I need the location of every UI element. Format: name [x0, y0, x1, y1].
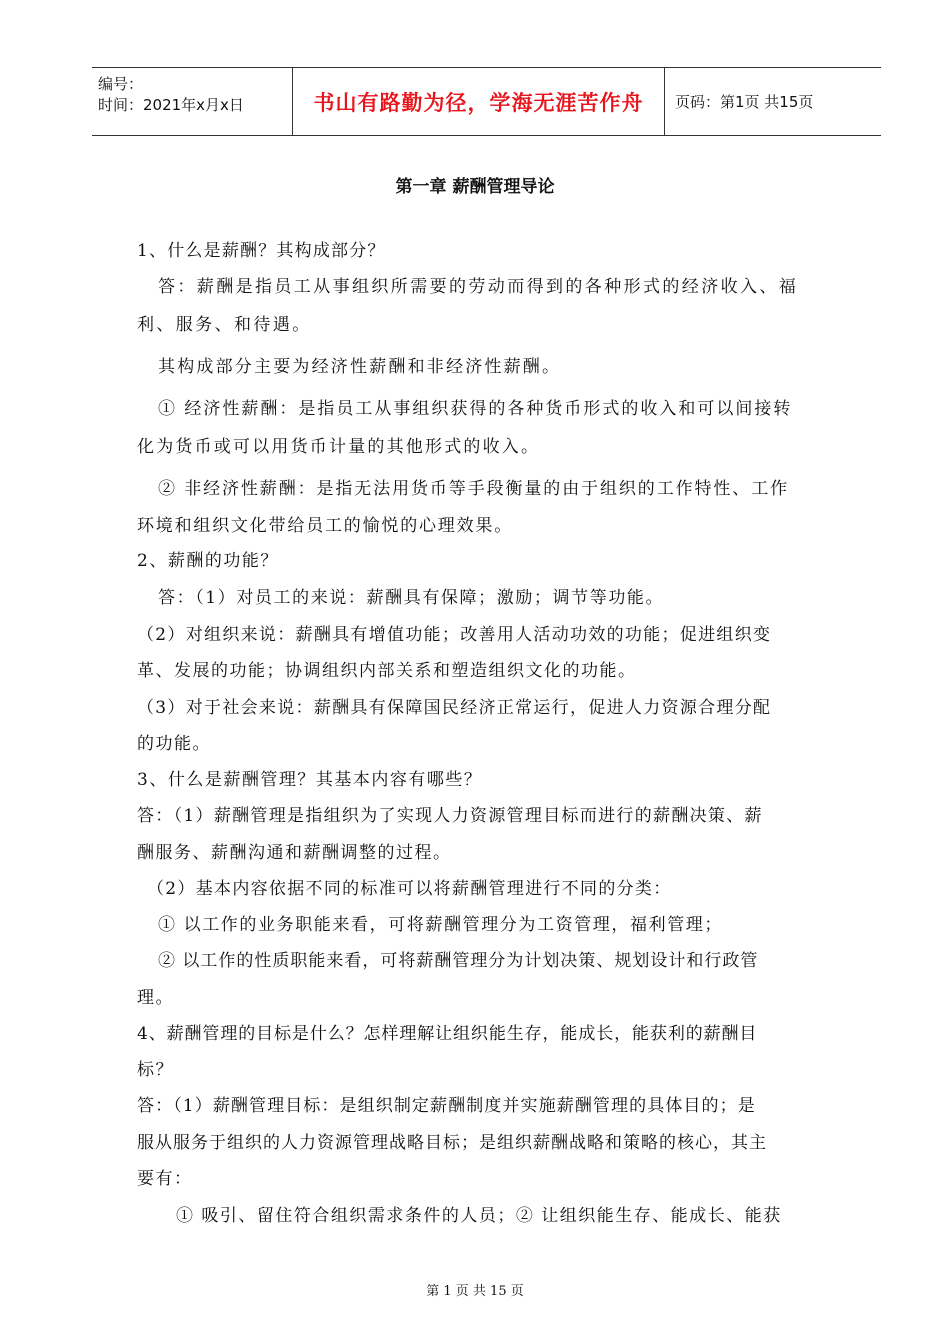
answer-line: 环境和组织文化带给员工的愉悦的心理效果。 [137, 516, 513, 536]
answer-line: 答：（1）薪酬管理目标：是组织制定薪酬制度并实施薪酬管理的具体目的；是 [137, 1096, 756, 1116]
answer-line: 化为货币或可以用货币计量的其他形式的收入。 [137, 437, 541, 457]
answer-line: 的功能。 [137, 734, 211, 754]
answer-line: 标？ [137, 1060, 174, 1080]
chapter-title: 第一章 薪酬管理导论 [395, 177, 555, 197]
question-2: 2、薪酬的功能？ [137, 551, 279, 571]
answer-line: 革、发展的功能；协调组织内部关系和塑造组织文化的功能。 [137, 661, 637, 681]
question-3: 3、什么是薪酬管理？其基本内容有哪些？ [137, 770, 483, 790]
answer-line: 服从服务于组织的人力资源管理战略目标；是组织薪酬战略和策略的核心，其主 [137, 1133, 767, 1153]
answer-line: ① 吸引、留住符合组织需求条件的人员；② 让组织能生存、能成长、能获 [176, 1206, 782, 1226]
answer-line: 答：（1）薪酬管理是指组织为了实现人力资源管理目标而进行的薪酬决策、薪 [137, 806, 763, 826]
answer-line: 要有： [137, 1169, 193, 1189]
answer-line: 酬服务、薪酬沟通和薪酬调整的过程。 [137, 843, 452, 863]
answer-line: 答：（1）对员工的来说：薪酬具有保障；激励；调节等功能。 [158, 588, 665, 608]
header-meta [92, 68, 292, 135]
answer-line: ② 非经济性薪酬：是指无法用货币等手段衡量的由于组织的工作特性、工作 [158, 479, 790, 499]
answer-line: （2）对组织来说：薪酬具有增值功能；改善用人活动功效的功能；促进组织变 [137, 625, 772, 645]
page-footer: 第 1 页 共 15 页 [426, 1284, 524, 1299]
document-time: 时间：2021年x月x日 [98, 96, 244, 114]
header-motto: 书山有路勤为径，学海无涯苦作舟 [292, 68, 665, 135]
answer-line: ① 经济性薪酬：是指员工从事组织获得的各种货币形式的收入和可以间接转 [158, 399, 793, 419]
answer-line: ② 以工作的性质职能来看，可将薪酬管理分为计划决策、规划设计和行政管 [158, 951, 759, 971]
answer-line: （2）基本内容依据不同的标准可以将薪酬管理进行不同的分类： [147, 879, 672, 899]
question-4: 4、薪酬管理的目标是什么？怎样理解让组织能生存，能成长，能获利的薪酬目 [137, 1024, 758, 1044]
answer-line: ① 以工作的业务职能来看，可将薪酬管理分为工资管理，福利管理； [158, 915, 724, 935]
answer-line: 其构成部分主要为经济性薪酬和非经济性薪酬。 [158, 357, 562, 377]
question-1: 1、什么是薪酬？其构成部分？ [137, 241, 386, 261]
answer-line: 答：薪酬是指员工从事组织所需要的劳动而得到的各种形式的经济收入、福 [158, 277, 799, 297]
header-page-info: 页码：第1页 共15页 [675, 93, 814, 111]
answer-line: 理。 [137, 988, 174, 1008]
answer-line: 利、服务、和待遇。 [137, 315, 312, 335]
document-number-label: 编号： [98, 75, 144, 93]
answer-line: （3）对于社会来说：薪酬具有保障国民经济正常运行，促进人力资源合理分配 [137, 698, 772, 718]
page-header [92, 67, 881, 136]
